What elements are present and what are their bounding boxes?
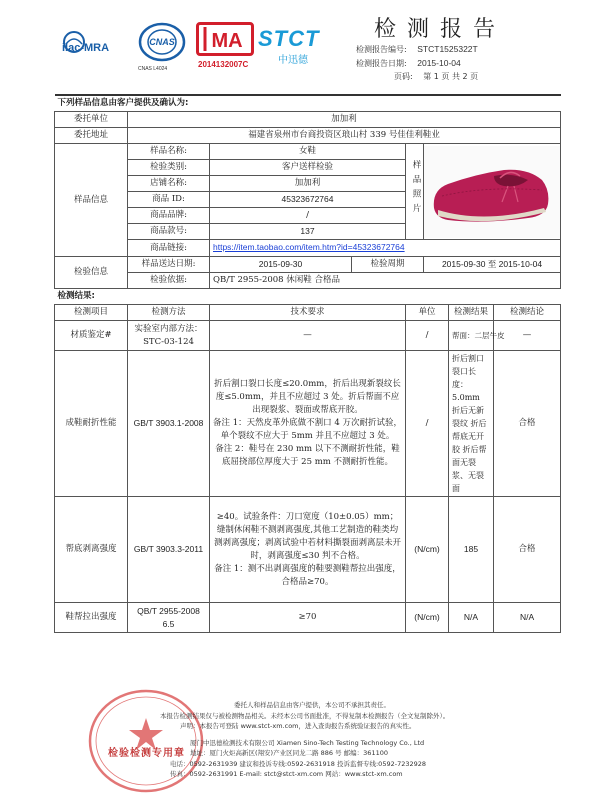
- stamp-text: 检验检测专用章: [108, 748, 185, 759]
- test-basis-value: QB/T 2955-2008 休闲鞋 合格品: [210, 273, 561, 289]
- sample-name-value: 女鞋: [210, 144, 406, 160]
- svg-text:CNAS: CNAS: [149, 37, 175, 47]
- test-type-value: 客户送样检验: [210, 160, 406, 176]
- row2-conclusion: 合格: [494, 351, 561, 497]
- footer-line: 厦门中迅德检测技术有限公司 Xiamen Sino-Tech Testing Technology Co., Ltd: [190, 738, 425, 747]
- test-type-label: 检验类别:: [128, 160, 210, 176]
- client-label: 委托单位: [55, 112, 128, 128]
- cnas-logo: [134, 22, 190, 74]
- svg-text:MA: MA: [211, 30, 243, 52]
- report-date: 2015-10-04: [417, 58, 461, 68]
- row2-result: 折后割口裂口长度：5.0mm 折后无新裂纹 折后帮底无开胶 折后帮面无裂浆、无裂面: [449, 351, 494, 497]
- style-no-value: 137: [210, 224, 406, 240]
- received-date-label: 样品送达日期:: [128, 257, 210, 273]
- stct-logo: [258, 26, 334, 66]
- report-number: STCT1525322T: [417, 44, 478, 54]
- col-header-requirement: 技术要求: [210, 305, 406, 321]
- cma-logo: [196, 22, 256, 74]
- col-header-item: 检测项目: [55, 305, 128, 321]
- row1-conclusion: —: [494, 321, 561, 351]
- product-link[interactable]: https://item.taobao.com/item.htm?id=45323672764: [213, 242, 405, 252]
- sample-photo-label: [406, 144, 424, 240]
- row3-unit: (N/cm): [406, 497, 449, 603]
- report-table: [54, 94, 561, 633]
- footer-line: 电话：0592-2631939 建议和投诉专线:0592-2631918 投诉监督专线:0592-7232928: [170, 759, 427, 768]
- table-row: [55, 351, 561, 497]
- ilac-mra-logo: [62, 30, 124, 64]
- row4-item: 鞋帮拉出强度: [55, 603, 128, 633]
- row2-unit: /: [406, 351, 449, 497]
- row4-conclusion: N/A: [494, 603, 561, 633]
- footer-line: 委托人和样品信息由客户提供，本公司不承担其责任。: [234, 701, 390, 709]
- footer: [160, 700, 580, 780]
- row4-unit: (N/cm): [406, 603, 449, 633]
- report-date-label: 检测报告日期:: [356, 59, 407, 68]
- footer-line: 声明：本报告可登陆 www.stct-xm.com，进入查询报告系统验证报告的真实性。: [180, 722, 416, 730]
- col-header-conclusion: 检测结论: [494, 305, 561, 321]
- brand-value: /: [210, 208, 406, 224]
- cma-number: 2014132007C: [198, 60, 249, 69]
- stct-chinese-name: 中迅德: [278, 55, 308, 66]
- row3-requirement: [210, 497, 406, 603]
- row1-item: 材质鉴定#: [55, 321, 128, 351]
- shoe-image: [424, 146, 560, 238]
- row3-result: 185: [449, 497, 494, 603]
- page-number: 第 1 页 共 2 页: [423, 72, 479, 81]
- store-name-label: 店铺名称:: [128, 176, 210, 192]
- table-row: [55, 321, 561, 351]
- brand-label: 商品品牌:: [128, 208, 210, 224]
- sample-section-header: 下列样品信息由客户提供及确认为:: [55, 95, 561, 112]
- col-header-method: 检测方法: [128, 305, 210, 321]
- client-value: 加加利: [128, 112, 561, 128]
- product-id-value: 45323672764: [210, 192, 406, 208]
- address-label: 委托地址: [55, 128, 128, 144]
- row3-requirement-line: 备注 1：测不出剥离强度的鞋要测鞋帮拉出强度，合格品≥70。: [214, 563, 401, 587]
- test-info-label: 检验信息: [55, 257, 128, 289]
- sample-photo: [424, 144, 561, 240]
- test-basis-label: 检验依据:: [128, 273, 210, 289]
- col-header-result: 检测结果: [449, 305, 494, 321]
- footer-line: 本报告检测结果仅与被检测物品相关。未经本公司书面批准，不得复制本检测报告（全文复制除外）。: [160, 711, 450, 720]
- address-value: 福建省泉州市台商投资区琅山村 339 号佳佳利鞋业: [128, 128, 561, 144]
- row1-method: 实验室内部方法：STC-03-124: [128, 321, 210, 351]
- report-date-line: [356, 58, 461, 69]
- cnas-number: CNAS L4024: [138, 66, 168, 72]
- sample-info-label: 样品信息: [55, 144, 128, 257]
- sample-photo-label-text: 样品照片: [411, 160, 421, 218]
- row3-method: GB/T 3903.3-2011: [128, 497, 210, 603]
- table-row: [55, 497, 561, 603]
- row1-requirement: —: [210, 321, 406, 351]
- row4-result: N/A: [449, 603, 494, 633]
- row2-requirement-line: 备注 1：天然皮革外底做不割口 4 万次耐折试验，单个裂纹不应大于 5mm 并且不应超过 3 处。: [213, 418, 402, 441]
- cma-frame: [196, 22, 254, 56]
- report-number-label: 检测报告编号:: [356, 45, 407, 54]
- product-link-label: 商品链接:: [128, 240, 210, 257]
- product-link-cell: [210, 240, 561, 257]
- sample-name-label: 样品名称:: [128, 144, 210, 160]
- row2-item: 成鞋耐折性能: [55, 351, 128, 497]
- row2-requirement-line: 折后割口裂口长度≤20.0mm，折后出现新裂纹长度≤5.0mm，并且不应超过 3 处。折后帮面不应出现裂浆、裂面或帮底开胶。: [214, 379, 401, 415]
- report-title: 检测报告: [374, 17, 507, 42]
- row1-result: 帮面：二层牛皮: [449, 321, 494, 351]
- row3-requirement-line: ≥40。试验条件：刀口宽度（10±0.05）mm；缝制休闲鞋不测剥离强度,其他工艺制造的鞋类均测剥离强度；剥离试验中若材料撕裂面剥离层未开时，剥离强度≤30 判不合格。: [213, 511, 401, 561]
- product-id-label: 商品 ID:: [128, 192, 210, 208]
- row4-requirement: ≥70: [210, 603, 406, 633]
- test-period-label: 检验周期: [352, 257, 424, 273]
- row4-method: QB/T 2955-2008 6.5: [128, 603, 210, 633]
- received-date-value: 2015-09-30: [210, 257, 352, 273]
- report-number-line: [356, 44, 478, 55]
- style-no-label: 商品款号:: [128, 224, 210, 240]
- row2-requirement: [210, 351, 406, 497]
- table-row: [55, 603, 561, 633]
- footer-line: 地址：厦门火炬高新区(翔安)产业区同龙二路 886 号 邮编：361100: [190, 749, 388, 757]
- stct-wordmark: STCT: [258, 26, 320, 51]
- ilac-text: ilac-MRA: [62, 42, 110, 54]
- footer-line: 传真：0592-2631991 E-mail: stct@stct-xm.com 网站：www.stct-xm.com: [170, 770, 403, 778]
- page-line: [394, 71, 478, 82]
- row1-unit: /: [406, 321, 449, 351]
- page-label: 页码:: [394, 72, 413, 81]
- row2-requirement-line: 备注 2：鞋号在 230 mm 以下不测耐折性能，鞋底屈挠部位厚度大于 25 mm 不测耐折性能。: [215, 444, 400, 467]
- store-name-value: 加加利: [210, 176, 406, 192]
- results-section-header: 检测结果:: [55, 289, 561, 305]
- test-period-value: 2015-09-30 至 2015-10-04: [424, 257, 561, 273]
- row2-method: GB/T 3903.1-2008: [128, 351, 210, 497]
- col-header-unit: 单位: [406, 305, 449, 321]
- row3-item: 帮底剥离强度: [55, 497, 128, 603]
- row3-conclusion: 合格: [494, 497, 561, 603]
